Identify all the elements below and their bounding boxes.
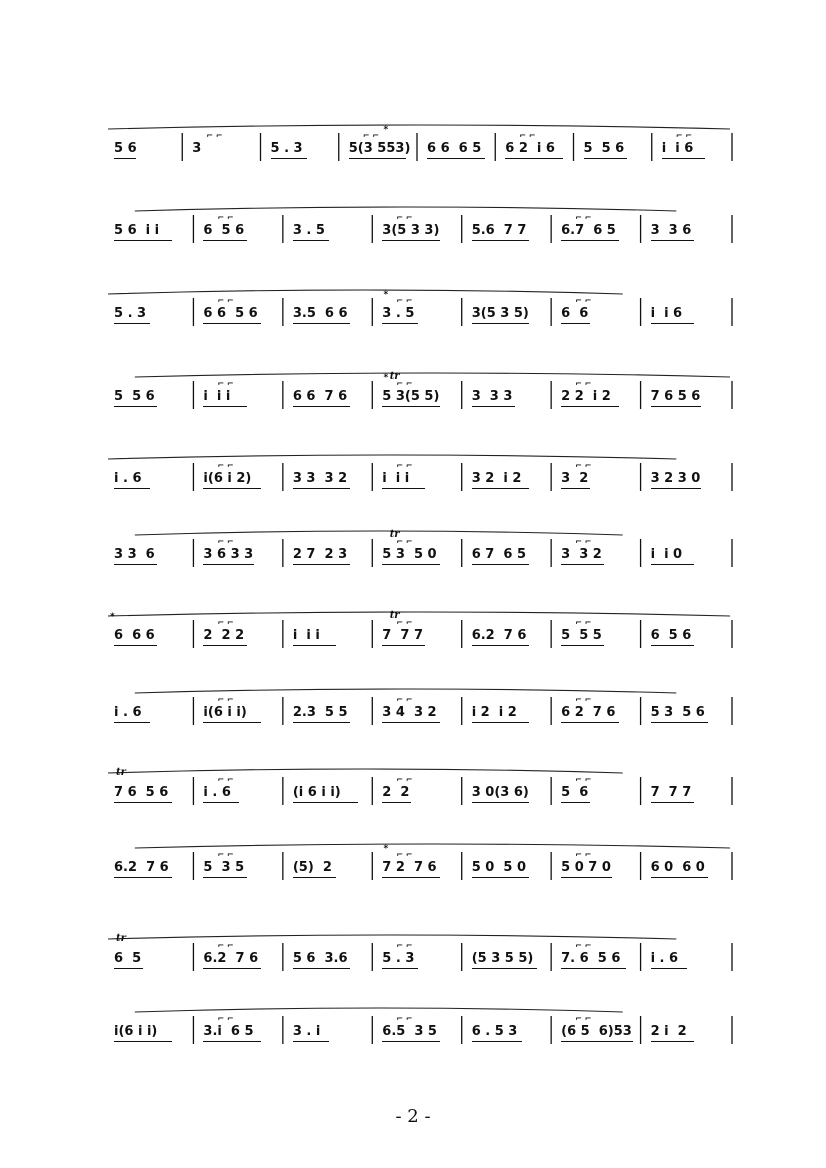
beam-underline [382,488,425,489]
beam-underline [382,877,440,878]
note-group: (6 5 6)53 [561,1024,632,1039]
beam-underline [472,722,530,723]
beam-underline [293,1041,329,1042]
score-line-graphics [108,121,734,181]
beam-underline [114,968,143,969]
score-line [108,840,734,900]
note-group: 3(5 3 3) [382,223,440,238]
beam-underline [293,722,351,723]
beam-underline [293,645,336,646]
note-group: 3 2 i 2 [471,471,522,486]
score-line [108,451,734,511]
beat-mark: ⌐ ⌐ [217,461,234,470]
beam-underline [651,645,694,646]
note-group: i i 6 [661,141,694,156]
note-group: 3 . 5 [382,306,415,321]
beam-underline [662,158,705,159]
ornament-mark: * [383,290,389,300]
beat-mark: ⌐ ⌐ [575,850,592,859]
beat-mark: ⌐ ⌐ [217,695,234,704]
note-group: 6 6 6 [114,628,155,643]
beam-underline [651,877,709,878]
phrase-slur [108,612,730,616]
note-group: 3 3 6 [650,223,692,238]
note-group: 6 6 6 5 [427,141,482,156]
beat-mark: ⌐ ⌐ [217,941,234,950]
note-group: 6 5 6 [650,628,692,643]
note-group: 5 0 5 0 [471,860,526,875]
ornament-mark: * [383,844,389,854]
beat-mark: ⌐ ⌐ [575,695,592,704]
beam-underline [584,158,627,159]
note-group: 6 6 7 6 [292,389,348,404]
note-group: 5 6 3.6 [292,951,348,966]
score-line [108,765,734,825]
trill-mark: tr [389,371,400,382]
beam-underline [203,645,246,646]
note-group: 2 i 2 [650,1024,687,1039]
phrase-slur [135,689,677,693]
score-line-graphics [108,931,734,991]
beat-mark: ⌐ ⌐ [396,537,413,546]
beat-mark: ⌐ ⌐ [217,537,234,546]
note-group: 5 . 3 [114,306,147,321]
beam-underline [651,406,701,407]
beat-mark: ⌐ ⌐ [217,379,234,388]
note-group: i . 6 [114,705,142,720]
beam-underline [651,722,709,723]
beat-mark: ⌐ ⌐ [396,695,413,704]
beat-mark: ⌐ ⌐ [575,1014,592,1023]
note-group: 3.5 6 6 [292,306,348,321]
phrase-slur [135,373,730,377]
beam-underline [651,240,694,241]
phrase-slur [108,935,676,939]
beam-underline [651,564,694,565]
phrase-slur [135,844,730,848]
note-group: 6 2 i 6 [505,141,555,156]
beam-underline [561,877,611,878]
note-group: 5 0 7 0 [561,860,611,875]
beam-underline [382,240,440,241]
beam-underline [651,488,701,489]
beam-underline [561,564,604,565]
note-group: (5 3 5 5) [471,951,534,966]
beat-mark: ⌐ ⌐ [675,131,692,140]
beam-underline [203,1041,261,1042]
beam-underline [472,645,530,646]
beam-underline [114,802,172,803]
phrase-slur [108,125,730,129]
note-group: 5 3 5 6 [650,705,705,720]
note-group: 2 2 [382,785,410,800]
note-group: 7 6 5 6 [114,785,169,800]
beam-underline [203,406,246,407]
beam-underline [293,564,351,565]
beam-underline [203,802,239,803]
note-group: 5 5 5 [561,628,602,643]
beam-underline [651,1041,694,1042]
note-group: 5 5 6 [114,389,155,404]
beat-mark: ⌐ ⌐ [396,618,413,627]
score-line [108,1004,734,1064]
ornament-mark: * [383,125,389,135]
note-group: 6.7 6 5 [561,223,616,238]
note-group: 3.i 6 5 [203,1024,254,1039]
note-group: 3 . 5 [292,223,325,238]
beam-underline [203,968,261,969]
beat-mark: ⌐ ⌐ [575,461,592,470]
beam-underline [114,323,150,324]
note-group: i(6 i i) [114,1024,158,1039]
trill-mark: tr [116,933,126,944]
note-group: 6 7 6 5 [471,547,526,562]
beam-underline [114,877,172,878]
note-group: 5 3 5 0 [382,547,437,562]
phrase-slur [135,207,677,211]
beam-underline [114,564,157,565]
beam-underline [114,645,157,646]
beat-mark: ⌐ ⌐ [396,775,413,784]
beat-mark: ⌐ ⌐ [519,131,536,140]
note-group: 3 6 3 3 [203,547,254,562]
beam-underline [561,802,590,803]
score-line [108,369,734,429]
beam-underline [203,240,246,241]
note-group: 5(3 553) [348,141,411,156]
beam-underline [271,158,307,159]
score-line [108,931,734,991]
beam-underline [203,722,261,723]
beam-underline [203,488,261,489]
beam-underline [382,645,425,646]
note-group: 5 6 [114,141,137,156]
beat-mark: ⌐ ⌐ [575,537,592,546]
beam-underline [293,802,358,803]
beam-underline [472,564,530,565]
note-group: 3 0(3 6) [471,785,529,800]
note-group: i . 6 [114,471,142,486]
beam-underline [382,722,440,723]
beam-underline [382,968,418,969]
beam-underline [293,877,336,878]
note-group: 7 7 7 [382,628,423,643]
beat-mark: ⌐ ⌐ [217,213,234,222]
note-group: 6 5 [114,951,142,966]
note-group: 3 . i [292,1024,321,1039]
score-line [108,286,734,346]
beam-underline [561,488,590,489]
beam-underline [382,1041,440,1042]
note-group: 5 6 i i [114,223,160,238]
beat-mark: ⌐ ⌐ [217,775,234,784]
beam-underline [114,406,157,407]
beam-underline [203,564,253,565]
beat-mark: ⌐ ⌐ [362,131,379,140]
score-line [108,685,734,745]
note-group: i(6 i i) [203,705,247,720]
note-group: 5 . 3 [382,951,415,966]
beam-underline [561,406,619,407]
note-group: 3 3 3 2 [292,471,348,486]
beam-underline [472,323,530,324]
note-group: i . 6 [650,951,679,966]
note-group: (5) 2 [292,860,332,875]
beat-mark: ⌐ ⌐ [217,850,234,859]
note-group: 6 6 5 6 [203,306,258,321]
ornament-mark: * [110,612,115,622]
phrase-slur [108,290,623,294]
beat-mark: ⌐ ⌐ [575,379,592,388]
note-group: i 2 i 2 [471,705,517,720]
note-group: 3 4 3 2 [382,705,437,720]
score-line [108,608,734,668]
beam-underline [293,240,329,241]
beam-underline [561,722,619,723]
trill-mark: tr [389,529,400,540]
beat-mark: ⌐ ⌐ [575,296,592,305]
note-group: 5 . 3 [270,141,303,156]
note-group: i i i [203,389,231,404]
beat-mark: ⌐ ⌐ [396,213,413,222]
beat-mark: ⌐ ⌐ [575,618,592,627]
beat-mark: ⌐ ⌐ [575,941,592,950]
beam-underline [651,968,687,969]
note-group: 3 3 3 [471,389,513,404]
note-group: 3 2 [561,471,589,486]
beam-underline [293,323,351,324]
beat-mark: ⌐ ⌐ [217,618,234,627]
beat-mark: ⌐ ⌐ [217,1014,234,1023]
beam-underline [382,406,440,407]
beam-underline [472,488,530,489]
beam-underline [203,323,261,324]
note-group: 5.6 7 7 [471,223,527,238]
beam-underline [382,564,440,565]
phrase-slur [108,455,676,459]
beam-underline [203,877,246,878]
note-group: 3 [192,141,202,156]
note-group: 6.2 7 6 [114,860,169,875]
note-group: i i i [382,471,410,486]
ornament-mark: * [383,373,389,383]
note-group: 6 5 6 [203,223,245,238]
note-group: 7 7 7 [650,785,692,800]
beam-underline [472,1041,522,1042]
beam-underline [293,406,351,407]
beat-mark: ⌐ ⌐ [206,131,223,140]
score-line-graphics [108,451,734,511]
note-group: 3 3 2 [561,547,602,562]
beam-underline [651,323,694,324]
score-line-graphics [108,765,734,825]
beam-underline [114,240,172,241]
phrase-slur [108,769,623,773]
beam-underline [114,488,150,489]
note-group: 7. 6 5 6 [561,951,621,966]
beat-mark: ⌐ ⌐ [575,213,592,222]
note-group: 2 2 i 2 [561,389,611,404]
note-group: 5 3(5 5) [382,389,440,404]
note-group: 6 6 [561,306,589,321]
note-group: 2 2 2 [203,628,245,643]
note-group: 6 2 7 6 [561,705,616,720]
beam-underline [382,323,418,324]
note-group: 6.2 7 6 [471,628,527,643]
beam-underline [561,968,626,969]
note-group: 5 6 [561,785,589,800]
score-line [108,527,734,587]
note-group: 5 3 5 [203,860,245,875]
score-line [108,203,734,263]
note-group: 7 6 5 6 [650,389,701,404]
note-group: 5 5 6 [583,141,625,156]
note-group: 3(5 3 5) [471,306,529,321]
note-group: i . 6 [203,785,231,800]
note-group: 3 3 6 [114,547,155,562]
note-group: 6 . 5 3 [471,1024,518,1039]
beam-underline [349,158,407,159]
note-group: 6.2 7 6 [203,951,259,966]
beam-underline [293,968,351,969]
beat-mark: ⌐ ⌐ [396,941,413,950]
beat-mark: ⌐ ⌐ [396,461,413,470]
beam-underline [427,158,485,159]
beat-mark: ⌐ ⌐ [396,850,413,859]
score-line [108,121,734,181]
phrase-slur [135,531,623,535]
page-number: - 2 - [395,1106,431,1127]
score-line-graphics [108,286,734,346]
note-group: i i 6 [650,306,683,321]
beat-mark: ⌐ ⌐ [396,379,413,388]
beam-underline [382,802,411,803]
note-group: 2.3 5 5 [292,705,348,720]
note-group: i(6 i 2) [203,471,252,486]
beam-underline [561,240,619,241]
beat-mark: ⌐ ⌐ [217,296,234,305]
beam-underline [472,877,530,878]
beam-underline [561,323,590,324]
note-group: (i 6 i i) [292,785,341,800]
beat-mark: ⌐ ⌐ [396,1014,413,1023]
beam-underline [561,1041,633,1042]
phrase-slur [135,1008,623,1012]
note-group: 2 7 2 3 [292,547,348,562]
beam-underline [472,968,537,969]
note-group: 6 0 6 0 [650,860,705,875]
note-group: 6.5 3 5 [382,1024,437,1039]
beat-mark: ⌐ ⌐ [396,296,413,305]
note-group: 7 2 7 6 [382,860,437,875]
beam-underline [293,488,351,489]
beam-underline [472,802,530,803]
beam-underline [651,802,694,803]
beat-mark: ⌐ ⌐ [575,775,592,784]
note-group: i i i [292,628,320,643]
beam-underline [114,722,150,723]
beam-underline [561,645,604,646]
beam-underline [114,158,136,159]
beam-underline [472,406,515,407]
beam-underline [114,1041,172,1042]
beam-underline [472,240,530,241]
beam-underline [505,158,563,159]
note-group: 3 2 3 0 [650,471,701,486]
note-group: i i 0 [650,547,683,562]
trill-mark: tr [116,767,126,778]
trill-mark: tr [389,610,400,621]
